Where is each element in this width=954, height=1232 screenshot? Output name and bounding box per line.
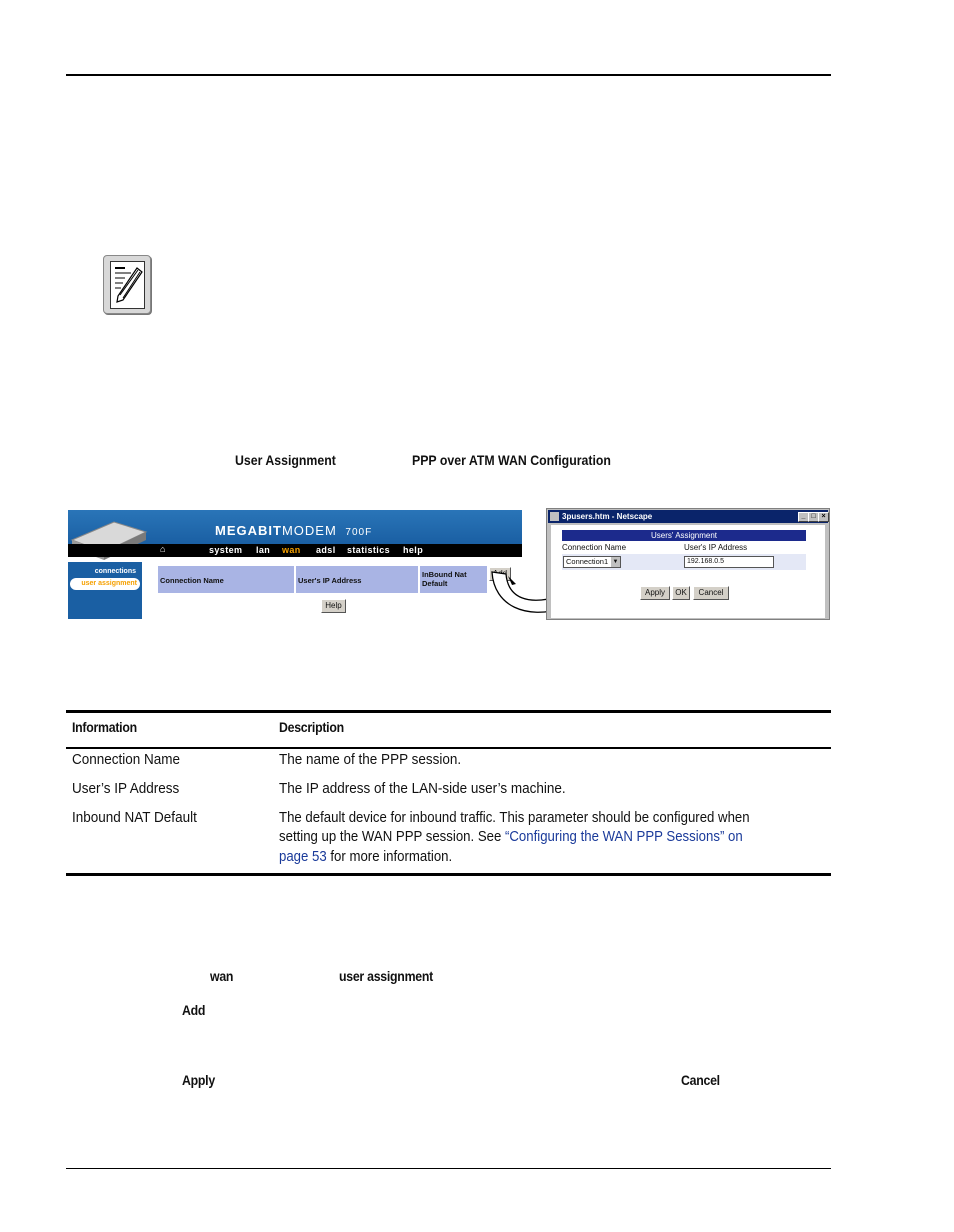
row-info: Connection Name: [72, 751, 181, 768]
step-apply: Apply: [182, 1072, 215, 1088]
sidebar-item-connections[interactable]: connections: [70, 566, 140, 577]
popup-col-ip: User's IP Address: [684, 543, 748, 552]
connection-select-value: Connection1: [566, 557, 609, 566]
table-bottom-rule: [66, 873, 831, 876]
webui-screenshot: [68, 510, 522, 619]
th-users-ip: User's IP Address: [296, 566, 418, 593]
xref-link-page[interactable]: page 53: [279, 848, 327, 865]
close-icon[interactable]: ×: [818, 512, 829, 522]
nav-help[interactable]: help: [403, 545, 424, 555]
chevron-down-icon[interactable]: ▼: [612, 559, 619, 565]
xref-link[interactable]: “Configuring the WAN PPP Sessions” on: [504, 828, 743, 845]
popup-window: [546, 508, 830, 620]
nav-adsl[interactable]: adsl: [316, 545, 336, 555]
netscape-icon: [550, 512, 559, 521]
minimize-icon[interactable]: _: [798, 512, 809, 522]
step-add: Add: [182, 1002, 206, 1018]
ip-input[interactable]: 192.168.0.5: [684, 556, 774, 568]
popup-body: [551, 525, 825, 618]
header-rule: [66, 74, 831, 76]
webui-nav: [68, 544, 522, 557]
apply-button[interactable]: Apply: [640, 586, 670, 600]
webui-sidebar: [68, 562, 142, 619]
maximize-icon[interactable]: □: [808, 512, 819, 522]
table-top-rule: [66, 710, 831, 713]
cancel-button[interactable]: Cancel: [693, 586, 729, 600]
row-desc-line1: The default device for inbound traffic. This parameter should be configured when: [279, 809, 750, 826]
popup-heading: Users' Assignment: [562, 530, 806, 541]
row-desc-line3: [279, 848, 452, 865]
row-info: Inbound NAT Default: [72, 809, 197, 826]
webui-brand: [215, 523, 372, 538]
row-desc-line2: [279, 828, 743, 845]
th-description: Description: [279, 719, 344, 735]
home-icon[interactable]: ⌂: [160, 544, 166, 554]
help-button[interactable]: Help: [321, 599, 346, 613]
table-header-rule: [66, 747, 831, 749]
sidebar-item-user-assignment[interactable]: user assignment: [70, 578, 140, 590]
brand-model: 700F: [345, 527, 373, 538]
popup-title-text: 3pusers.htm - Netscape: [562, 512, 653, 521]
footer-rule: [66, 1168, 831, 1169]
nav-system[interactable]: system: [209, 545, 243, 555]
nav-lan[interactable]: lan: [256, 545, 271, 555]
brand-rest: MODEM: [281, 523, 337, 538]
step-wan: wan: [210, 968, 234, 984]
desc-text: setting up the WAN PPP session. See: [279, 828, 505, 845]
connection-select[interactable]: [563, 556, 621, 568]
th-inbound-nat: InBound Nat Default: [420, 566, 487, 593]
step-cancel: Cancel: [681, 1072, 720, 1088]
caption-user-assignment: User Assignment: [235, 452, 336, 468]
ok-button[interactable]: OK: [672, 586, 690, 600]
th-information: Information: [72, 719, 137, 735]
row-desc: The name of the PPP session.: [279, 751, 462, 768]
row-desc: The IP address of the LAN-side user’s machine.: [279, 780, 566, 797]
brand-bold: MEGABIT: [215, 523, 282, 538]
caption-ppp-config: PPP over ATM WAN Configuration: [412, 452, 611, 468]
popup-titlebar: [548, 510, 828, 523]
row-info: User’s IP Address: [72, 780, 180, 797]
th-connection-name: Connection Name: [158, 566, 294, 593]
popup-col-connection: Connection Name: [562, 543, 627, 552]
step-user-assignment: user assignment: [339, 968, 433, 984]
desc-text: for more information.: [326, 848, 453, 865]
nav-wan[interactable]: wan: [282, 545, 301, 555]
nav-statistics[interactable]: statistics: [347, 545, 391, 555]
note-icon: [103, 255, 151, 314]
